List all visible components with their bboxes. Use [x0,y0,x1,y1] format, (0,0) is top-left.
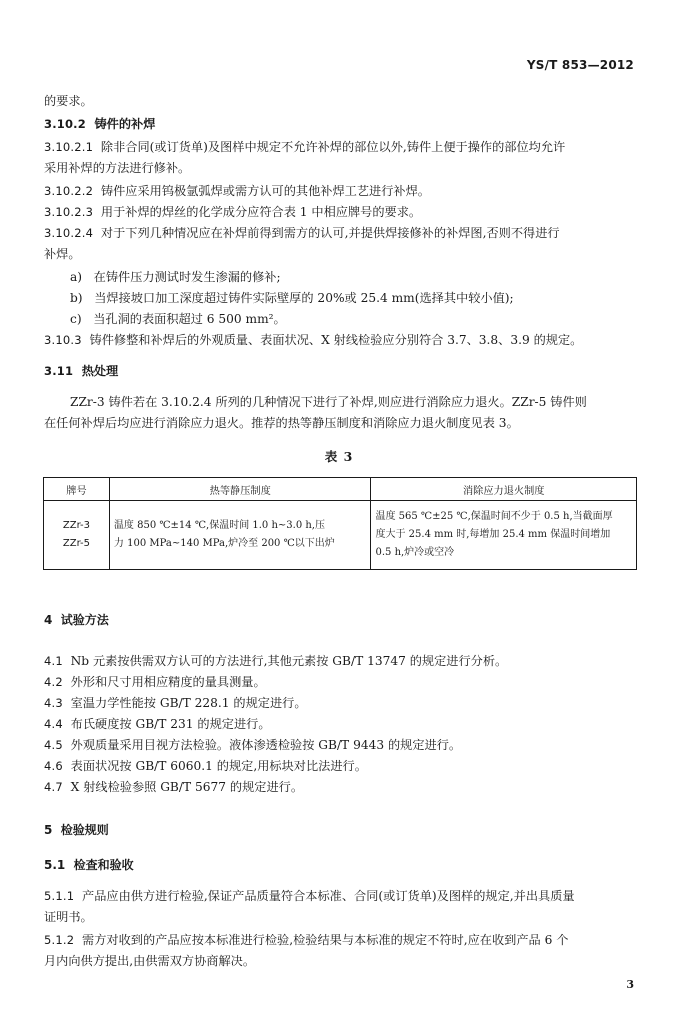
clause-number: 5.1.1 [44,889,75,903]
list-item [44,778,303,796]
list-item-b [70,289,514,307]
section-title: 试验方法 [60,613,109,627]
clause-text: X 射线检验参照 GB/T 5677 的规定进行。 [70,780,304,794]
clause-text: 对于下列几种情况应在补焊前得到需方的认可,并提供焊接修补的补焊图,否则不得进行 [100,226,560,240]
clause-3-10-2-3 [44,203,421,221]
grade-zzr3: ZZr-3 [62,520,91,531]
clause-text: 表面状况按 GB/T 6060.1 的规定,用标块对比法进行。 [70,759,367,773]
clause-3-10-3 [44,331,582,349]
list-marker: c) [70,312,82,326]
list-item [44,652,507,670]
list-text: 当焊接坡口加工深度超过铸件实际壁厚的 20%或 25.4 mm(选择其中较小值); [94,291,514,305]
clause-text: Nb 元素按供需双方认可的方法进行,其他元素按 GB/T 13747 的规定进行分析。 [70,654,508,668]
clause-text: 用于补焊的焊丝的化学成分应符合表 1 中相应牌号的要求。 [100,205,422,219]
list-item [44,715,271,733]
cell-line: 0.5 h,炉冷或空冷 [375,547,455,558]
list-item-c [70,310,286,328]
list-text: 当孔洞的表面积超过 6 500 mm²。 [93,312,286,326]
clause-text: 铸件应采用钨极氩弧焊或需方认可的其他补焊工艺进行补焊。 [100,184,430,198]
clause-number: 4.3 [44,696,63,710]
clause-number: 4.1 [44,654,63,668]
clause-number: 3.11 [44,364,74,378]
clause-number: 4.7 [44,780,63,794]
clause-5-1-1 [44,887,575,905]
section-title: 检验规则 [60,823,109,837]
clause-3-10-2-1 [44,138,565,156]
text-line: 证明书。 [44,910,93,924]
clause-title: 热处理 [81,364,119,378]
anneal-cell [371,501,637,570]
clause-text: 铸件修整和补焊后的外观质量、表面状况、X 射线检验应分别符合 3.7、3.8、3.9 的规定。 [89,333,583,347]
clause-number: 4.5 [44,738,63,752]
clause-text: 布氏硬度按 GB/T 231 的规定进行。 [70,717,271,731]
clause-text: 需方对收到的产品应按本标准进行检验,检验结果与本标准的规定不符时,应在收到产品 6 个 [82,933,569,947]
cell-line: 温度 565 ℃±25 ℃,保温时间不少于 0.5 h,当截面厚 [375,511,613,522]
clause-text: 除非合同(或订货单)及图样中规定不允许补焊的部位以外,铸件上便于操作的部位均允许 [100,140,566,154]
text-line: 采用补焊的方法进行修补。 [44,161,191,175]
table-header-cell: 牌号 [44,478,110,501]
list-marker: a) [70,270,83,284]
clause-number: 5.1.2 [44,933,75,947]
clause-number: 3.10.2.1 [44,140,94,154]
text-line: 月内向供方提出,由供需双方协商解决。 [44,954,256,968]
clause-number: 3.10.2.3 [44,205,94,219]
grade-zzr5: ZZr-5 [62,538,91,549]
clause-text: 产品应由供方进行检验,保证产品质量符合本标准、合同(或订货单)及图样的规定,并出具质量 [82,889,575,903]
section-number: 4 [44,613,53,627]
list-item [44,673,266,691]
clause-heading-3-11 [44,362,118,380]
page-number: 3 [626,978,634,991]
text-line: ZZr-3 铸件若在 3.10.2.4 所列的几种情况下进行了补焊,则应进行消除应力退火。ZZr-5 铸件则 [70,395,587,409]
clause-text: 室温力学性能按 GB/T 228.1 的规定进行。 [70,696,307,710]
list-item [44,694,307,712]
list-item [44,736,461,754]
table-title: 表 3 [324,449,354,464]
table-header-cell: 热等静压制度 [109,478,371,501]
table-header-cell: 消除应力退火制度 [371,478,637,501]
list-item [44,757,367,775]
list-marker: b) [70,291,83,305]
hip-cell [109,501,371,570]
table-row [44,501,637,570]
cell-line: 温度 850 ℃±14 ℃,保温时间 1.0 h~3.0 h,压 [113,520,325,531]
clause-number: 4.4 [44,717,63,731]
text-line: 补焊。 [44,247,81,261]
text-line: 的要求。 [44,94,93,108]
section-number: 5 [44,823,53,837]
clause-number: 4.2 [44,675,63,689]
clause-5-1-2 [44,931,568,949]
section-4-heading [44,611,109,629]
section-5-heading [44,821,109,839]
list-text: 在铸件压力测试时发生渗漏的修补; [93,270,281,284]
table-header-row [44,478,637,501]
clause-heading-3-10-2 [44,115,155,133]
clause-text: 外形和尺寸用相应精度的量具测量。 [70,675,266,689]
clause-number: 5.1 [44,858,66,872]
cell-line: 力 100 MPa~140 MPa,炉冷至 200 ℃以下出炉 [113,538,335,549]
clause-3-10-2-2 [44,182,430,200]
clause-number: 4.6 [44,759,63,773]
text-line: 在任何补焊后均应进行消除应力退火。推荐的热等静压制度和消除应力退火制度见表 3。 [44,416,519,430]
list-item-a [70,268,281,286]
clause-text: 外观质量采用目视方法检验。液体渗透检验按 GB/T 9443 的规定进行。 [70,738,462,752]
clause-number: 3.10.2.4 [44,226,94,240]
clause-number: 3.10.2 [44,117,86,131]
grade-cell [44,501,110,570]
clause-3-10-2-4 [44,224,560,242]
table-3 [43,477,637,570]
clause-heading-5-1 [44,856,134,874]
standard-code: YS/T 853—2012 [526,58,634,72]
clause-number: 3.10.2.2 [44,184,94,198]
clause-number: 3.10.3 [44,333,82,347]
cell-line: 度大于 25.4 mm 时,每增加 25.4 mm 保温时间增加 [375,529,611,540]
clause-title: 检查和验收 [73,858,134,872]
clause-title: 铸件的补焊 [94,117,156,131]
